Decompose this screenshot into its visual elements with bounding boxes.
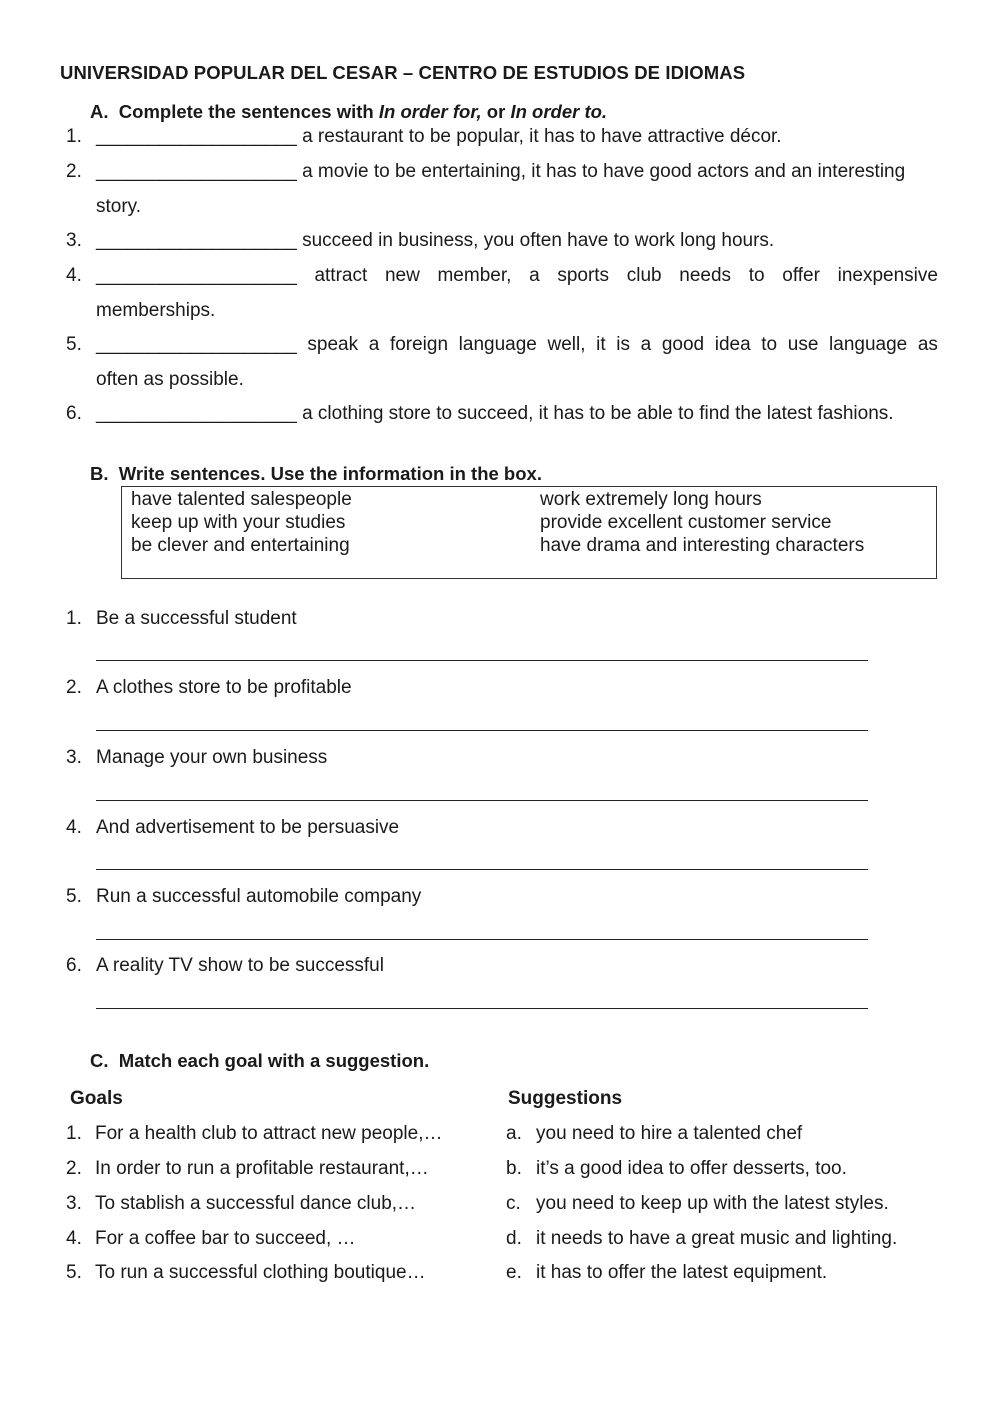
word: a — [529, 265, 540, 286]
word: new — [384, 265, 420, 286]
goal-text: In order to run a profitable restaurant,… — [95, 1158, 429, 1179]
word: is — [616, 334, 630, 355]
section-a-title-em2: In order to. — [510, 101, 608, 122]
word: member, — [437, 265, 512, 286]
word: inexpensive — [837, 265, 938, 286]
suggestions-header: Suggestions — [508, 1088, 623, 1109]
a-item-3 — [96, 230, 774, 252]
a-item-number: 1. — [66, 126, 82, 147]
section-c-title: Match each goal with a suggestion. — [118, 1050, 430, 1071]
a-item-number: 5. — [66, 334, 82, 355]
box-item: be clever and entertaining — [131, 535, 350, 556]
goal-number: 4. — [66, 1228, 82, 1249]
word: good — [661, 334, 705, 355]
fill-blank[interactable]: ___________________ — [96, 126, 297, 147]
a-item-text: a clothing store to succeed, it has to be able to find the latest fashions. — [302, 403, 894, 424]
goal-number: 3. — [66, 1193, 82, 1214]
word: language — [458, 334, 537, 355]
a-item-5 — [96, 334, 938, 356]
a-item-number: 4. — [66, 265, 82, 286]
b-item-prompt: A reality TV show to be successful — [96, 955, 384, 976]
a-item-continuation: often as possible. — [96, 369, 244, 390]
word: well, — [547, 334, 586, 355]
fill-blank[interactable]: ___________________ — [96, 265, 297, 286]
b-item-number: 5. — [66, 886, 82, 907]
word: to — [761, 334, 778, 355]
b-item-number: 4. — [66, 817, 82, 838]
fill-blank[interactable]: ___________________ — [96, 161, 297, 182]
suggestion-letter: d. — [506, 1228, 522, 1249]
box-item: work extremely long hours — [540, 489, 762, 510]
word: use — [787, 334, 819, 355]
b-item-number: 3. — [66, 747, 82, 768]
word: attract — [314, 265, 368, 286]
goal-number: 5. — [66, 1262, 82, 1283]
fill-blank[interactable]: ___________________ — [96, 230, 297, 251]
word: language — [829, 334, 908, 355]
fill-blank[interactable]: ___________________ — [96, 334, 297, 355]
suggestion-letter: b. — [506, 1158, 522, 1179]
a-item-text: a restaurant to be popular, it has to have attractive décor. — [302, 126, 782, 147]
word: needs — [679, 265, 732, 286]
a-item-continuation: story. — [96, 196, 142, 217]
answer-line[interactable] — [96, 660, 868, 661]
goal-number: 2. — [66, 1158, 82, 1179]
section-a-heading — [90, 101, 607, 123]
a-item-number: 3. — [66, 230, 82, 251]
answer-line[interactable] — [96, 1008, 868, 1009]
answer-line[interactable] — [96, 939, 868, 940]
section-b-title: Write sentences. Use the information in the box. — [118, 463, 542, 484]
goals-header: Goals — [70, 1088, 123, 1109]
section-a-title-pre: Complete the sentences with — [118, 101, 379, 122]
word: a — [640, 334, 652, 355]
b-item-prompt: Manage your own business — [96, 747, 328, 768]
answer-line[interactable] — [96, 800, 868, 801]
word: foreign — [389, 334, 449, 355]
b-item-prompt: Be a successful student — [96, 608, 297, 629]
word: speak — [307, 334, 359, 355]
word: it — [596, 334, 606, 355]
section-c-label: C. — [90, 1050, 109, 1071]
box-item: provide excellent customer service — [540, 512, 832, 533]
section-a-title-mid: or — [481, 101, 511, 122]
word: idea — [714, 334, 751, 355]
a-item-1 — [96, 126, 782, 148]
b-item-prompt: Run a successful automobile company — [96, 886, 422, 907]
a-item-continuation: memberships. — [96, 300, 216, 321]
info-box — [121, 486, 937, 579]
section-a-title-em1: In order for, — [378, 101, 482, 122]
b-item-prompt: A clothes store to be profitable — [96, 677, 352, 698]
goal-number: 1. — [66, 1123, 82, 1144]
goal-text: To stablish a successful dance club,… — [95, 1193, 417, 1214]
a-item-6 — [96, 403, 894, 425]
section-b-heading — [90, 463, 542, 485]
suggestion-text: you need to keep up with the latest styles. — [536, 1193, 889, 1214]
suggestion-letter: c. — [506, 1193, 521, 1214]
word: club — [626, 265, 662, 286]
page-title: UNIVERSIDAD POPULAR DEL CESAR – CENTRO DE ESTUDIOS DE IDIOMAS — [60, 62, 746, 83]
section-b-label: B. — [90, 463, 109, 484]
box-item: keep up with your studies — [131, 512, 346, 533]
suggestion-text: you need to hire a talented chef — [536, 1123, 803, 1144]
suggestion-letter: a. — [506, 1123, 522, 1144]
a-item-4 — [96, 265, 938, 287]
answer-line[interactable] — [96, 730, 868, 731]
box-item: have talented salespeople — [131, 489, 352, 510]
goal-text: For a coffee bar to succeed, … — [95, 1228, 356, 1249]
word: offer — [782, 265, 820, 286]
word: a — [368, 334, 380, 355]
b-item-prompt: And advertisement to be persuasive — [96, 817, 400, 838]
box-item: have drama and interesting characters — [540, 535, 865, 556]
answer-line[interactable] — [96, 869, 868, 870]
suggestion-letter: e. — [506, 1262, 522, 1283]
word: to — [748, 265, 765, 286]
section-c-heading — [90, 1050, 429, 1072]
suggestion-text: it’s a good idea to offer desserts, too. — [536, 1158, 847, 1179]
a-item-number: 6. — [66, 403, 82, 424]
goal-text: For a health club to attract new people,… — [95, 1123, 443, 1144]
fill-blank[interactable]: ___________________ — [96, 403, 297, 424]
a-item-number: 2. — [66, 161, 82, 182]
section-a-label: A. — [90, 101, 109, 122]
goal-text: To run a successful clothing boutique… — [95, 1262, 426, 1283]
word: sports — [557, 265, 610, 286]
b-item-number: 2. — [66, 677, 82, 698]
a-item-2 — [96, 161, 905, 183]
a-item-text: succeed in business, you often have to work long hours. — [302, 230, 775, 251]
suggestion-text: it has to offer the latest equipment. — [536, 1262, 828, 1283]
b-item-number: 6. — [66, 955, 82, 976]
b-item-number: 1. — [66, 608, 82, 629]
suggestion-text: it needs to have a great music and lighting. — [536, 1228, 898, 1249]
a-item-text: a movie to be entertaining, it has to have good actors and an interesting — [302, 161, 906, 182]
word: as — [917, 334, 938, 355]
